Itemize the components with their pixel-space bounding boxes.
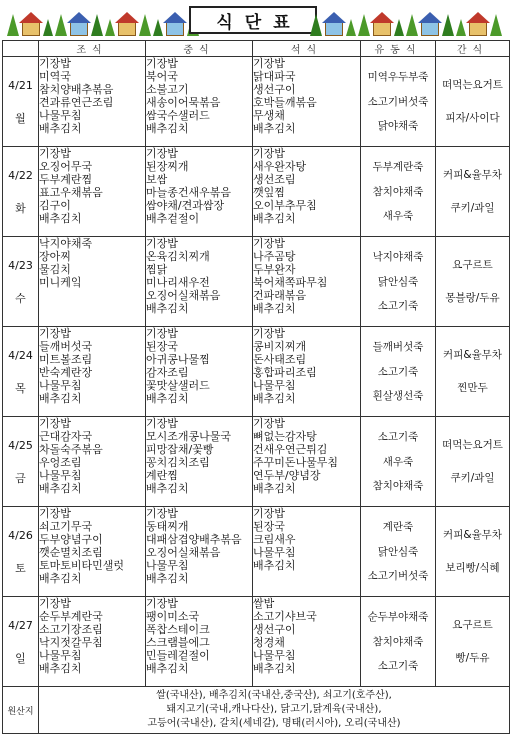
menu-item: 김구이 — [39, 199, 71, 212]
menu-item: 기장밥 — [146, 417, 178, 430]
menu-item: 두부계란찜 — [39, 173, 93, 186]
liquid-list — [361, 329, 435, 415]
menu-item: 배추겉절이 — [146, 212, 200, 225]
page-title: 식단표 — [216, 12, 302, 33]
menu-item: 오이부추무침 — [253, 199, 317, 212]
menu-item: 참치야채죽 — [372, 480, 424, 492]
menu-item: 피망잡채/꽃빵 — [146, 443, 214, 456]
header-breakfast: 조식 — [39, 41, 146, 57]
menu-item: 배추김치 — [253, 122, 296, 135]
menu-item: 두부계란죽 — [372, 161, 424, 173]
menu-item: 생선조림 — [253, 173, 296, 186]
menu-item: 온육김치찌개 — [146, 250, 210, 263]
breakfast-cell — [39, 237, 146, 327]
menu-item: 소불고기 — [146, 83, 189, 96]
origin-line: 쌀(국내산), 배추김치(국내산,중국산), 쇠고기(호주산), — [156, 690, 392, 701]
house-icon — [373, 22, 391, 36]
menu-item: 기장밥 — [146, 237, 178, 250]
date-label: 4/27 — [8, 618, 33, 632]
menu-item: 배추김치 — [146, 662, 189, 675]
lunch-cell — [146, 597, 253, 687]
meal-table-body — [3, 57, 510, 734]
lunch-cell — [146, 417, 253, 507]
menu-item: 닭대파국 — [253, 70, 296, 83]
menu-item: 배추김치 — [39, 482, 82, 495]
house-icon — [70, 22, 88, 36]
menu-item: 소고기죽 — [377, 365, 419, 378]
menu-item: 오징어무국 — [39, 160, 93, 173]
menu-item: 빵/두유 — [455, 651, 490, 664]
liquid-cell — [361, 417, 436, 507]
menu-item: 기장밥 — [253, 237, 285, 250]
menu-item: 쌈야채/견과쌈장 — [146, 199, 225, 212]
menu-item: 요구르트 — [452, 259, 493, 272]
menu-item: 미역국 — [39, 70, 71, 83]
menu-item: 민들레겉절이 — [146, 649, 210, 662]
menu-item: 쿠키/과일 — [450, 201, 495, 214]
menu-item: 찐만두 — [457, 381, 488, 394]
menu-item: 기장밥 — [146, 57, 178, 70]
menu-item: 크림새우 — [253, 533, 296, 546]
snack-list — [436, 149, 509, 235]
menu-item: 새우죽 — [382, 210, 414, 222]
house-icon — [118, 22, 136, 36]
menu-item: 오징어실채볶음 — [146, 546, 221, 559]
menu-item: 배추김치 — [146, 302, 189, 315]
date-label: 4/26 — [8, 528, 33, 542]
menu-item: 쿠키/과일 — [450, 471, 495, 484]
tree-icon — [310, 14, 322, 36]
menu-item: 새우죽 — [382, 455, 414, 468]
liquid-cell — [361, 147, 436, 237]
weekday-label: 화 — [15, 201, 26, 215]
house-icon — [421, 22, 439, 36]
date-cell — [3, 57, 39, 147]
tree-icon — [358, 14, 370, 36]
liquid-list — [361, 59, 435, 145]
menu-item: 아귀콩나물찜 — [146, 353, 210, 366]
menu-item: 배추김치 — [146, 572, 189, 585]
breakfast-cell — [39, 57, 146, 147]
header-dinner: 석식 — [253, 41, 361, 57]
weekday-label: 금 — [15, 471, 26, 485]
tree-icon — [43, 19, 53, 36]
snack-cell — [436, 417, 510, 507]
snack-list — [436, 599, 509, 685]
date-cell — [3, 237, 39, 327]
tree-icon — [7, 14, 19, 36]
menu-item: 건새우연근튀김 — [253, 443, 328, 456]
menu-item: 요구르트 — [452, 619, 493, 632]
menu-item: 찜닭 — [146, 263, 168, 276]
menu-item: 소고기버섯죽 — [367, 570, 429, 582]
menu-item: 나주곰탕 — [253, 250, 296, 263]
menu-item: 건파래볶음 — [253, 289, 307, 302]
menu-item: 깻순멸치조림 — [39, 546, 103, 559]
menu-item: 반숙계란장 — [39, 366, 93, 379]
menu-item: 두부완자 — [253, 263, 296, 276]
liquid-cell — [361, 597, 436, 687]
dinner-cell — [253, 597, 361, 687]
menu-item: 소고기죽 — [377, 300, 419, 312]
village-decoration-left — [6, 4, 200, 36]
menu-item: 생선구이 — [253, 623, 296, 636]
menu-item: 꽃맛살샐러드 — [146, 379, 210, 392]
menu-item: 들깨버섯죽 — [372, 341, 424, 353]
menu-item: 기장밥 — [39, 507, 71, 520]
tree-icon — [346, 19, 356, 36]
menu-item: 콩비지찌개 — [253, 340, 307, 353]
menu-item: 기장밥 — [253, 417, 285, 430]
date-cell — [3, 507, 39, 597]
day-row — [3, 237, 510, 327]
menu-item: 배추김치 — [253, 559, 296, 572]
menu-item: 차돌숙주볶음 — [39, 443, 103, 456]
menu-item: 기장밥 — [253, 327, 285, 340]
tree-icon — [105, 19, 115, 36]
house-icon — [325, 22, 343, 36]
lunch-cell — [146, 237, 253, 327]
menu-item: 우엉조림 — [39, 456, 82, 469]
menu-item: 두부양념구이 — [39, 533, 103, 546]
weekday-label: 일 — [15, 651, 26, 665]
menu-item: 근대감자국 — [39, 430, 93, 443]
menu-item: 배추김치 — [39, 572, 82, 585]
snack-cell — [436, 147, 510, 237]
table-header-row — [3, 41, 510, 57]
header — [0, 0, 511, 38]
meal-table — [2, 40, 510, 734]
menu-item: 참치야채죽 — [372, 185, 424, 198]
snack-cell — [436, 597, 510, 687]
weekday-label: 월 — [15, 111, 26, 125]
menu-item: 홍합파리조림 — [253, 366, 317, 379]
liquid-list — [361, 149, 435, 235]
menu-item: 참치야채죽 — [372, 635, 424, 648]
date-label: 4/22 — [8, 168, 33, 182]
menu-item: 견과류연근조림 — [39, 96, 114, 109]
house-icon — [469, 22, 487, 36]
village-decoration-right — [309, 4, 503, 36]
tree-icon — [394, 19, 404, 36]
breakfast-cell — [39, 417, 146, 507]
lunch-cell — [146, 57, 253, 147]
menu-item: 장아찌 — [39, 250, 71, 263]
tree-icon — [55, 14, 67, 36]
menu-item: 나물무침 — [39, 469, 82, 482]
title-box — [189, 6, 317, 34]
menu-item: 쇠고기무국 — [39, 520, 93, 533]
menu-item: 배추김치 — [39, 662, 82, 675]
menu-item: 피자/사이다 — [445, 111, 500, 124]
house-icon — [22, 22, 40, 36]
dinner-cell — [253, 237, 361, 327]
menu-item: 나물무침 — [39, 379, 82, 392]
menu-item: 흰살생선죽 — [372, 390, 424, 402]
menu-item: 배추김치 — [39, 212, 82, 225]
menu-item: 스크램블에그 — [146, 636, 210, 649]
tree-icon — [91, 14, 103, 36]
menu-item: 기장밥 — [39, 417, 71, 430]
date-cell — [3, 417, 39, 507]
menu-item: 닭안심죽 — [377, 275, 419, 288]
menu-item: 배추김치 — [253, 662, 296, 675]
menu-item: 기장밥 — [39, 327, 71, 340]
menu-item: 떠먹는요거트 — [442, 79, 503, 92]
menu-item: 계란찜 — [146, 469, 178, 482]
menu-item: 무생채 — [253, 109, 285, 122]
breakfast-cell — [39, 147, 146, 237]
liquid-cell — [361, 237, 436, 327]
menu-item: 기장밥 — [253, 57, 285, 70]
menu-item: 보리빵/식혜 — [445, 561, 500, 574]
origin-label: 원산지 — [3, 687, 39, 734]
menu-item: 몽블랑/두유 — [445, 291, 500, 304]
menu-item: 나물무침 — [146, 559, 189, 572]
menu-item: 배추김치 — [253, 302, 296, 315]
liquid-cell — [361, 327, 436, 417]
snack-cell — [436, 507, 510, 597]
menu-item: 미니케잌 — [39, 276, 82, 289]
menu-item: 참치양배추볶음 — [39, 83, 114, 96]
liquid-list — [361, 599, 435, 685]
menu-item: 낙지야채죽 — [39, 237, 93, 250]
dinner-cell — [253, 327, 361, 417]
menu-item: 커피&율무차 — [443, 349, 502, 362]
menu-item: 청경채 — [253, 636, 285, 649]
menu-item: 뼈없는감자탕 — [253, 430, 317, 443]
menu-item: 떠먹는요거트 — [442, 439, 503, 452]
menu-item: 된장국 — [253, 520, 285, 533]
menu-item: 기장밥 — [146, 327, 178, 340]
snack-list — [436, 329, 509, 415]
date-cell — [3, 597, 39, 687]
snack-cell — [436, 237, 510, 327]
menu-item: 닭안심죽 — [377, 545, 419, 558]
menu-item: 배추김치 — [253, 212, 296, 225]
menu-item: 나물무침 — [253, 649, 296, 662]
tree-icon — [490, 14, 502, 36]
dinner-cell — [253, 507, 361, 597]
menu-item: 나물무침 — [253, 379, 296, 392]
snack-list — [436, 59, 509, 145]
lunch-cell — [146, 507, 253, 597]
header-lunch: 중식 — [146, 41, 253, 57]
menu-item: 돈사태조림 — [253, 353, 307, 366]
day-row — [3, 417, 510, 507]
menu-item: 팽이미소국 — [146, 610, 200, 623]
lunch-cell — [146, 327, 253, 417]
menu-item: 기장밥 — [253, 147, 285, 160]
liquid-cell — [361, 57, 436, 147]
menu-item: 미나리새우전 — [146, 276, 210, 289]
date-cell — [3, 327, 39, 417]
menu-item: 배추김치 — [39, 122, 82, 135]
menu-item: 소고기죽 — [377, 431, 419, 443]
date-label: 4/24 — [8, 348, 33, 362]
breakfast-cell — [39, 597, 146, 687]
menu-item: 배추김치 — [39, 392, 82, 405]
menu-item: 폭찹스테이크 — [146, 623, 210, 636]
lunch-cell — [146, 147, 253, 237]
menu-item: 배추김치 — [253, 392, 296, 405]
menu-item: 대패삼겹양배추볶음 — [146, 533, 242, 546]
menu-item: 배추김치 — [146, 392, 189, 405]
header-date-cell — [3, 41, 39, 57]
menu-item: 동태찌개 — [146, 520, 189, 533]
tree-icon — [442, 14, 454, 36]
house-icon — [166, 22, 184, 36]
menu-item: 기장밥 — [39, 597, 71, 610]
menu-item: 소고기버섯죽 — [367, 95, 429, 108]
tree-icon — [456, 19, 466, 36]
day-row — [3, 507, 510, 597]
origin-line: 돼지고기(국내,캐나다산), 닭고기,닭계육(국내산), — [166, 704, 382, 715]
menu-item: 들깨버섯국 — [39, 340, 93, 353]
menu-item: 토마토비타민샐럿 — [39, 559, 125, 572]
liquid-list — [361, 239, 435, 325]
menu-item: 된장국 — [146, 340, 178, 353]
menu-item: 커피&율무차 — [443, 169, 502, 182]
menu-item: 마늘종건새우볶음 — [146, 186, 232, 199]
menu-item: 새우완자탕 — [253, 160, 307, 173]
snack-list — [436, 509, 509, 595]
menu-item: 쌈국수샐러드 — [146, 109, 210, 122]
header-snack: 간식 — [436, 41, 510, 57]
menu-item: 순두부야채죽 — [367, 611, 429, 623]
menu-item: 미역우두부죽 — [367, 71, 429, 83]
menu-item: 닭야채죽 — [377, 120, 419, 132]
origin-line: 고등어(국내산), 갈치(세네갈), 명태(러시아), 오리(국내산) — [147, 718, 401, 729]
menu-item: 배추김치 — [146, 122, 189, 135]
menu-item: 나물무침 — [39, 649, 82, 662]
menu-item: 미트볼조림 — [39, 353, 93, 366]
menu-item: 모시조개콩나물국 — [146, 430, 232, 443]
snack-list — [436, 419, 509, 505]
menu-item: 커피&율무차 — [443, 529, 502, 542]
weekday-label: 토 — [15, 561, 26, 575]
menu-item: 소고기죽 — [377, 660, 419, 672]
dinner-cell — [253, 57, 361, 147]
weekday-label: 목 — [15, 381, 26, 395]
menu-item: 꽁치김치조림 — [146, 456, 210, 469]
breakfast-cell — [39, 327, 146, 417]
menu-item: 기장밥 — [146, 507, 178, 520]
dinner-cell — [253, 147, 361, 237]
snack-cell — [436, 57, 510, 147]
menu-item: 연두부/양념장 — [253, 469, 321, 482]
date-label: 4/25 — [8, 438, 33, 452]
menu-item: 새송이어묵볶음 — [146, 96, 221, 109]
menu-item: 보쌈 — [146, 173, 168, 186]
tree-icon — [139, 14, 151, 36]
menu-item: 소고기장조림 — [39, 623, 103, 636]
origin-info — [39, 687, 510, 734]
day-row — [3, 327, 510, 417]
weekday-label: 수 — [15, 291, 26, 305]
snack-cell — [436, 327, 510, 417]
menu-item: 쌀밥 — [253, 597, 275, 610]
menu-item: 생선구이 — [253, 83, 296, 96]
menu-item: 북어채쪽파무침 — [253, 276, 328, 289]
liquid-list — [361, 509, 435, 595]
menu-item: 기장밥 — [146, 597, 178, 610]
tree-icon — [406, 14, 418, 36]
menu-item: 된장찌개 — [146, 160, 189, 173]
date-label: 4/23 — [8, 258, 33, 272]
menu-item: 기장밥 — [253, 507, 285, 520]
menu-item: 주꾸미돈나물무침 — [253, 456, 339, 469]
menu-item: 나물무침 — [39, 109, 82, 122]
liquid-list — [361, 419, 435, 505]
day-row — [3, 597, 510, 687]
day-row — [3, 147, 510, 237]
header-liquid: 유동식 — [361, 41, 436, 57]
origin-row — [3, 687, 510, 734]
tree-icon — [153, 19, 163, 36]
menu-item: 기장밥 — [39, 57, 71, 70]
menu-item: 호박들깨볶음 — [253, 96, 317, 109]
menu-item: 나물무침 — [253, 546, 296, 559]
menu-item: 낙지젓갈무침 — [39, 636, 103, 649]
menu-item: 기장밥 — [39, 147, 71, 160]
menu-item: 북어국 — [146, 70, 178, 83]
menu-item: 배추김치 — [146, 482, 189, 495]
menu-item: 표고우채볶음 — [39, 186, 103, 199]
menu-item: 계란죽 — [382, 521, 414, 533]
menu-item: 물김치 — [39, 263, 71, 276]
breakfast-cell — [39, 507, 146, 597]
menu-item: 오징어실채볶음 — [146, 289, 221, 302]
snack-list — [436, 239, 509, 325]
liquid-cell — [361, 507, 436, 597]
date-cell — [3, 147, 39, 237]
menu-item: 배추김치 — [253, 482, 296, 495]
day-row — [3, 57, 510, 147]
menu-item: 순두부계란국 — [39, 610, 103, 623]
date-label: 4/21 — [8, 78, 33, 92]
menu-item: 깻잎찜 — [253, 186, 285, 199]
menu-item: 소고기샤브국 — [253, 610, 317, 623]
menu-item: 낙지야채죽 — [372, 251, 424, 263]
menu-item: 기장밥 — [146, 147, 178, 160]
dinner-cell — [253, 417, 361, 507]
menu-item: 감자조림 — [146, 366, 189, 379]
